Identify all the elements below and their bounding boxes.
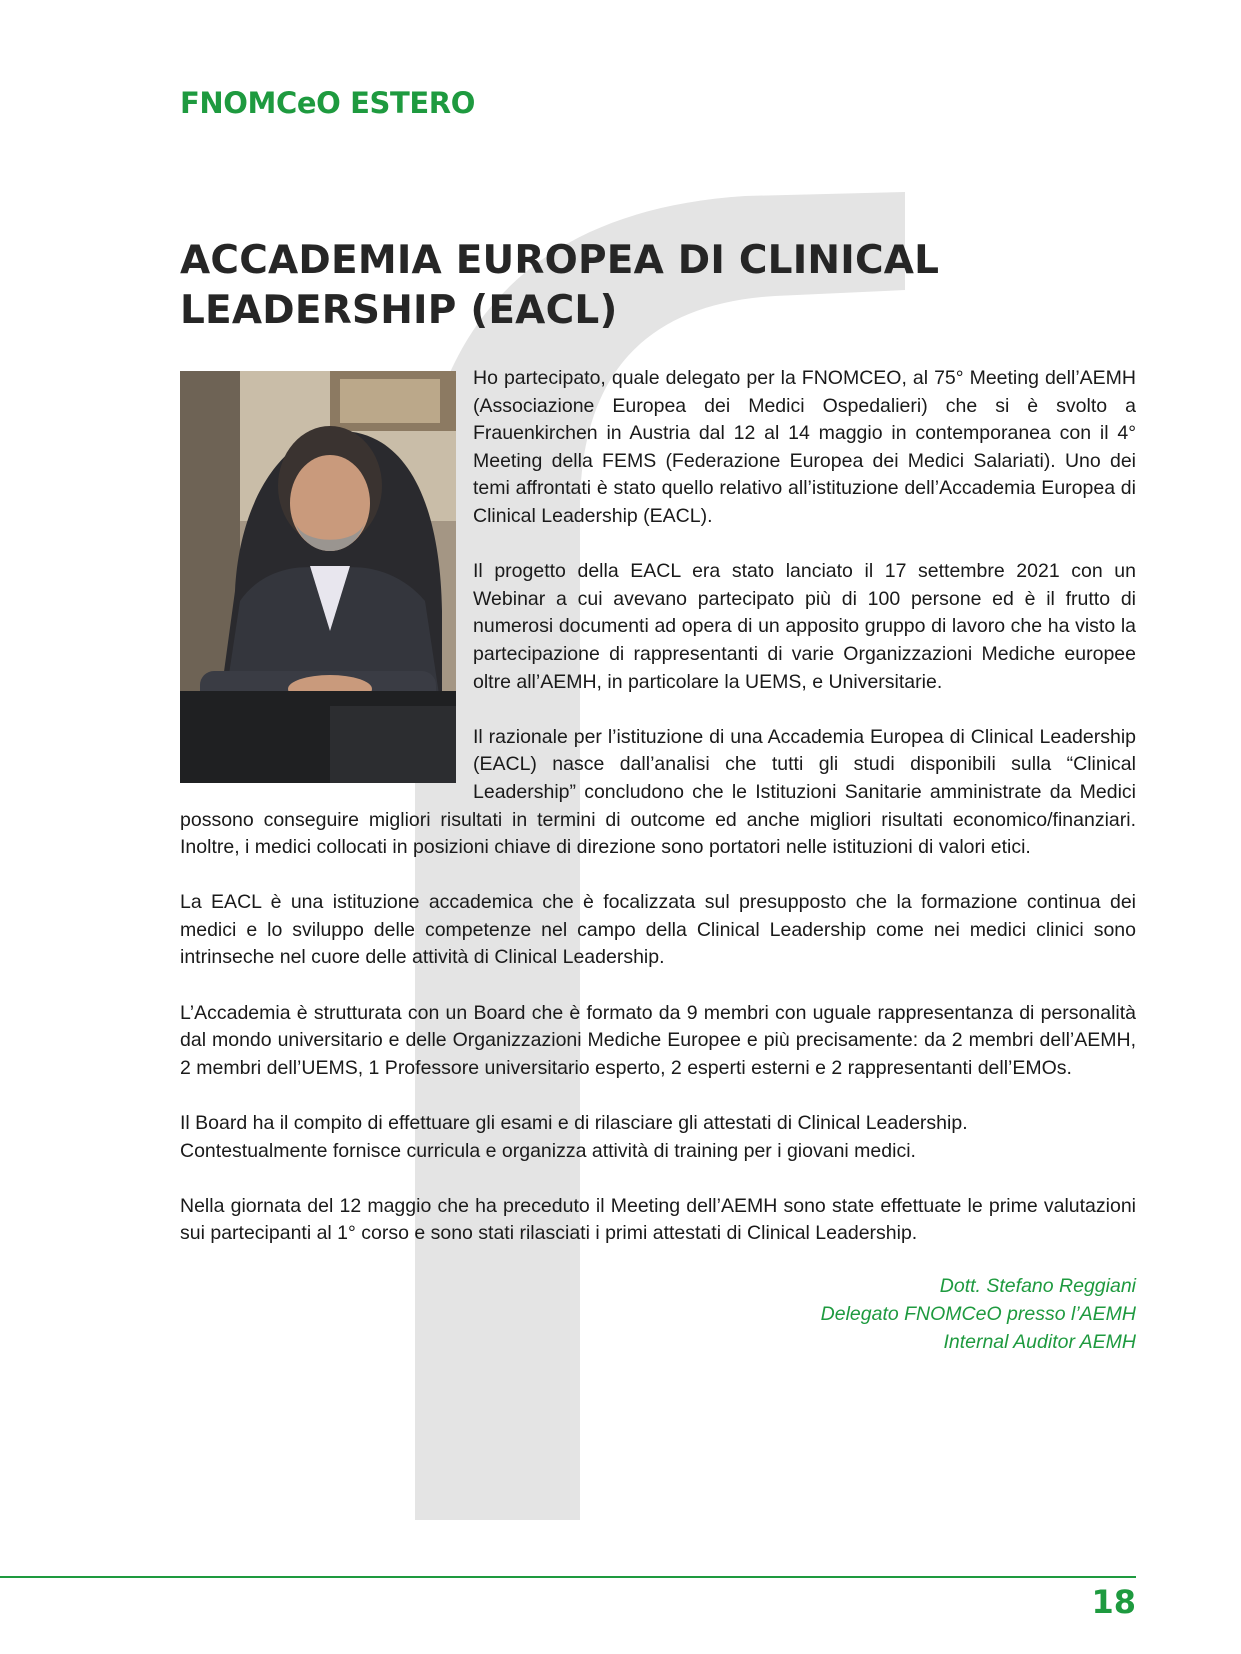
article-body: [180, 365, 1136, 1276]
author-photo: [180, 371, 456, 783]
signature-role-2: Internal Auditor AEMH: [943, 1331, 1136, 1353]
title-line-1: ACCADEMIA EUROPEA DI CLINICAL: [180, 238, 940, 283]
page-number: 18: [1091, 1583, 1136, 1621]
paragraph-2: Il progetto della EACL era stato lanciato il 17 settembre 2021 con un Webinar a cui avevano partecipato più di 100 persone ed è il frutto di numerosi documenti ad opera di un apposito gruppo di lavoro che ha visto la partecipazione di rappresentanti di varie Organizzazioni Mediche europee oltre all’AEMH, in particolare la UEMS, e Universitarie.: [473, 560, 1136, 693]
section-label: FNOMCeO ESTERO: [180, 86, 475, 120]
paragraph-8: Nella giornata del 12 maggio che ha preceduto il Meeting dell’AEMH sono state effettuate le prime valutazioni sui partecipanti al 1° corso e sono stati rilasciati i primi attestati di Clinical Leadership.: [180, 1194, 1136, 1245]
signature-role-1: Delegato FNOMCeO presso l’AEMH: [820, 1303, 1136, 1325]
article-title: [180, 236, 1080, 336]
paragraph-3: Il razionale per l’istituzione di una Accademia Europea di Clinical Leadership (EACL) nasce dall’analisi che tutti gli studi disponibili sulla “Clinical Leadership” concludono che le Istituzioni Sanitarie amministrate da Medici possono conseguire migliori risultati in termini di outcome ed anche migliori risultati economico/finanziari. Inoltre, i medici collocati in posizioni chiave di direzione sono portatori nelle istituzioni di valori etici.: [180, 725, 1136, 859]
title-line-2: LEADERSHIP (EACL): [180, 288, 618, 333]
paragraph-6: Il Board ha il compito di effettuare gli esami e di rilasciare gli attestati di Clinical Leadership.: [180, 1112, 968, 1135]
paragraph-1: Ho partecipato, quale delegato per la FNOMCEO, al 75° Meeting dell’AEMH (Associazione Europea dei Medici Ospedalieri) che si è svolto a Frauenkirchen in Austria dal 12 al 14 maggio in contemporanea con il 4° Meeting della FEMS (Federazione Europea dei Medici Salariati). Uno dei temi affrontati è stato quello relativo all’istituzione dell’Accademia Europea di Clinical Leadership (EACL).: [473, 367, 1136, 527]
footer-divider: [0, 1576, 1136, 1578]
signature-block: [821, 1272, 1136, 1356]
paragraph-5: L’Accademia è strutturata con un Board che è formato da 9 membri con uguale rappresentanza di personalità dal mondo universitario e delle Organizzazioni Mediche Europee e più precisamente: da 2 membri dell’AEMH, 2 membri dell’UEMS, 1 Professore universitario esperto, 2 esperti esterni e 2 rappresentanti dell’EMOs.: [180, 1001, 1136, 1079]
paragraph-4: La EACL è una istituzione accademica che è focalizzata sul presupposto che la formazione continua dei medici e lo sviluppo delle competenze nel campo della Clinical Leadership come nei medici clinici sono intrinseche nel cuore delle attività di Clinical Leadership.: [180, 891, 1136, 969]
paragraph-7: Contestualmente fornisce curricula e organizza attività di training per i giovani medici.: [180, 1139, 916, 1162]
signature-name: Dott. Stefano Reggiani: [939, 1275, 1136, 1297]
